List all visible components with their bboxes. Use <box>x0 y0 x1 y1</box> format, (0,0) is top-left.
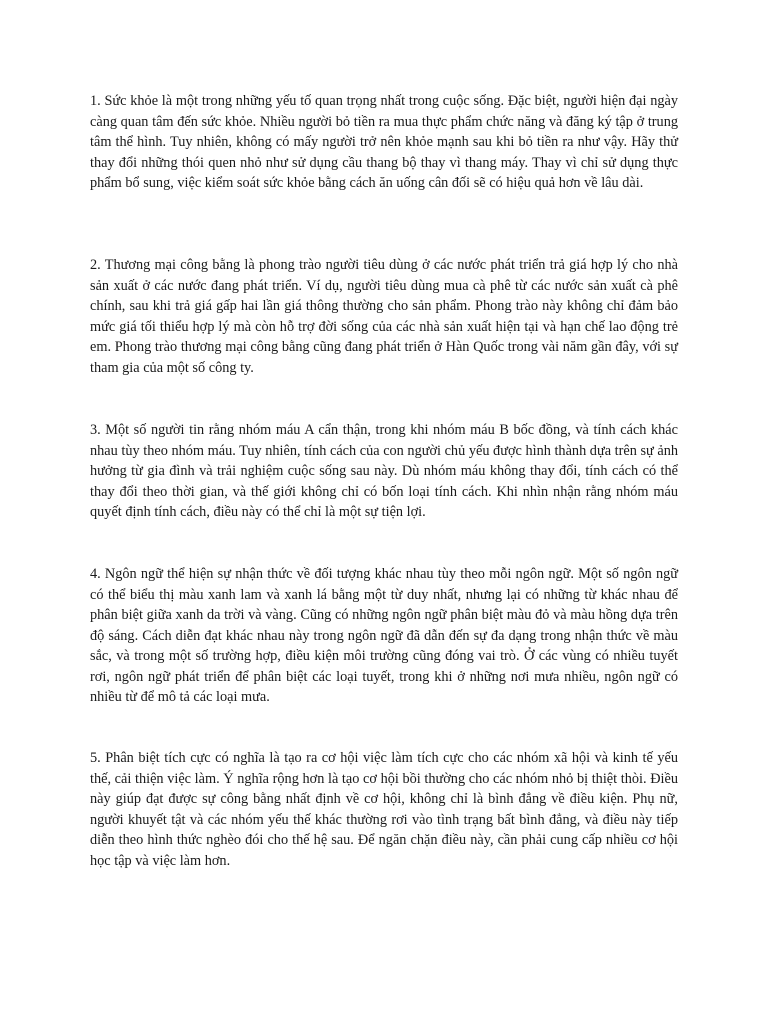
paragraph-1: 1. Sức khỏe là một trong những yếu tố quan trọng nhất trong cuộc sống. Đặc biệt, người hiện đại ngày càng quan tâm đến sức khỏe. Nhiều người bỏ tiền ra mua thực phẩm chức năng và đăng ký tập ở trung tâm thể hình. Tuy nhiên, không có mấy người trở nên khỏe mạnh sau khi bỏ tiền ra như vậy. Hãy thử thay đổi những thói quen nhỏ như sử dụng cầu thang bộ thay vì thang máy. Thay vì chỉ sử dụng thực phẩm bổ sung, việc kiểm soát sức khỏe bằng cách ăn uống cân đối sẽ có hiệu quả hơn về lâu dài. <box>90 93 678 191</box>
paragraph-3: 3. Một số người tin rằng nhóm máu A cẩn thận, trong khi nhóm máu B bốc đồng, và tính cách khác nhau tùy theo nhóm máu. Tuy nhiên, tính cách của con người chủ yếu được hình thành dựa trên sự ảnh hưởng từ gia đình và trải nghiệm cuộc sống sau này. Dù nhóm máu không thay đổi, tính cách có thể thay đổi theo thời gian, và thế giới không chỉ có bốn loại tính cách. Khi nhìn nhận rằng nhóm máu quyết định tính cách, điều này có thể chỉ là một sự tiện lợi. <box>90 422 678 520</box>
paragraph-5: 5. Phân biệt tích cực có nghĩa là tạo ra cơ hội việc làm tích cực cho các nhóm xã hội và kinh tế yếu thế, cải thiện việc làm. Ý nghĩa rộng hơn là tạo cơ hội bồi thường cho các nhóm nhỏ bị thiệt thòi. Điều này giúp đạt được sự công bằng nhất định về cơ hội, không chỉ là bình đẳng về điều kiện. Phụ nữ, người khuyết tật và các nhóm yếu thế khác thường rơi vào tình trạng bất bình đẳng, và điều này tiếp diễn theo hình thức nghèo đói cho thế hệ sau. Để ngăn chặn điều này, cần phải cung cấp nhiều cơ hội học tập và việc làm hơn. <box>90 750 678 869</box>
paragraph-2: 2. Thương mại công bằng là phong trào người tiêu dùng ở các nước phát triển trả giá hợp lý cho nhà sản xuất ở các nước đang phát triển. Ví dụ, người tiêu dùng mua cà phê từ các nước sản xuất cà phê chính, sau khi trả giá gấp hai lần giá thông thường cho sản phẩm. Phong trào này không chỉ đảm bảo mức giá tối thiểu hợp lý mà còn hỗ trợ đời sống của các nhà sản xuất hiện tại và hạn chế lao động trẻ em. Phong trào thương mại công bằng cũng đang phát triển ở Hàn Quốc trong vài năm gần đây, với sự tham gia của một số công ty. <box>90 257 678 376</box>
paragraph-4: 4. Ngôn ngữ thể hiện sự nhận thức về đối tượng khác nhau tùy theo mỗi ngôn ngữ. Một số ngôn ngữ có thể biểu thị màu xanh lam và xanh lá bằng một từ duy nhất, nhưng lại có những từ khác nhau để phân biệt giữa xanh da trời và vàng. Cũng có những ngôn ngữ phân biệt màu đỏ và màu hồng dựa trên độ sáng. Cách diễn đạt khác nhau này trong ngôn ngữ đã dẫn đến sự đa dạng trong nhận thức về màu sắc, và trong một số trường hợp, điều kiện môi trường cũng đóng vai trò. Ở các vùng có nhiều tuyết rơi, ngôn ngữ phát triển để phân biệt các loại tuyết, trong khi ở những nơi mưa nhiều, ngôn ngữ có nhiều từ để mô tả các loại mưa. <box>90 566 678 705</box>
